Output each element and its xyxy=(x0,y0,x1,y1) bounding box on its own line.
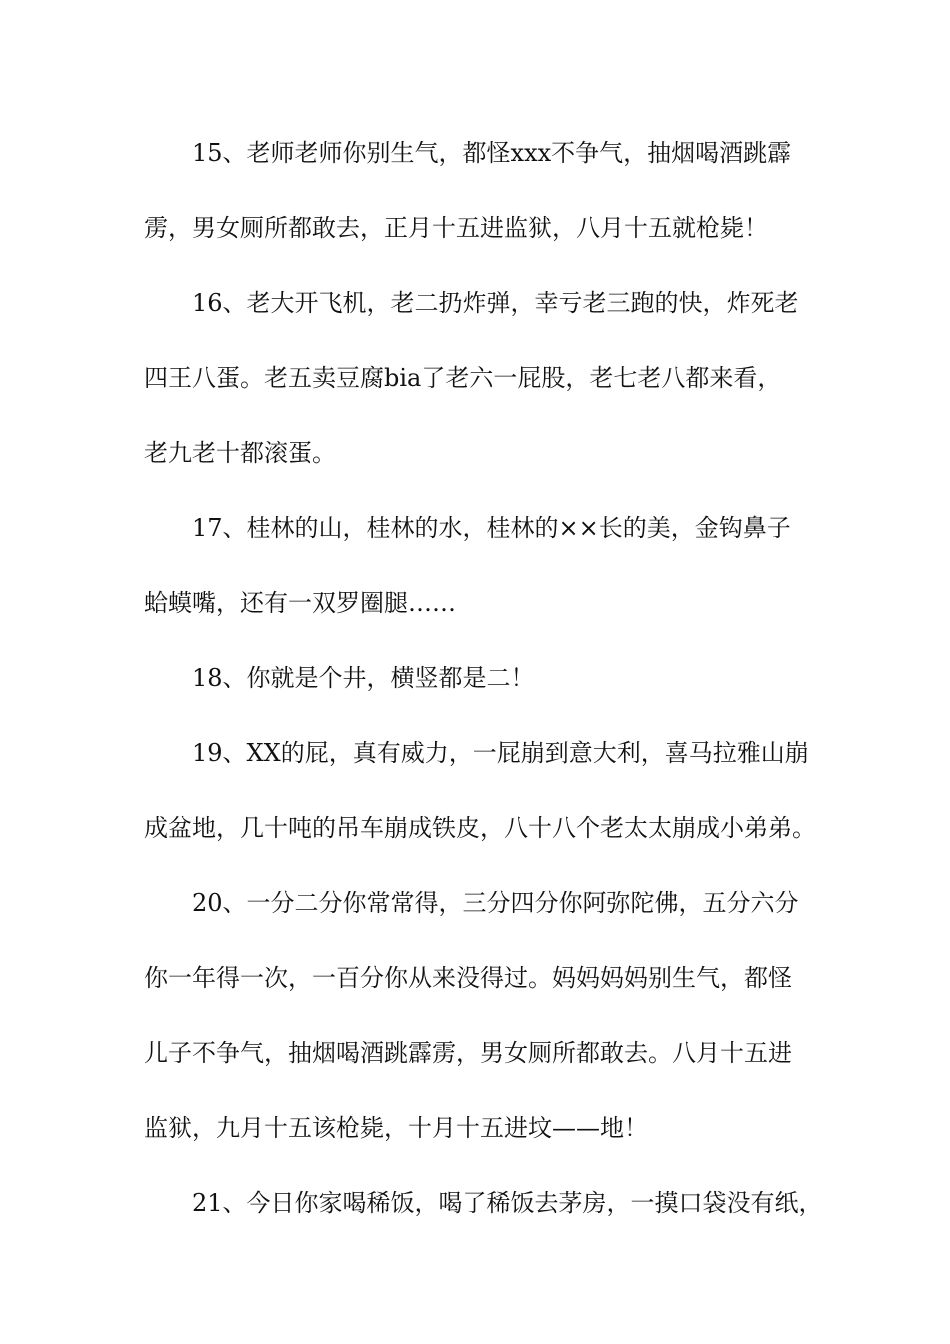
paragraph-16-line-3: 老九老十都滚蛋。 xyxy=(144,439,336,467)
paragraph-21-line-1: 21、今日你家喝稀饭，喝了稀饭去茅房，一摸口袋没有纸， xyxy=(192,1189,823,1217)
paragraph-17-line-2: 蛤蟆嘴，还有一双罗圈腿…… xyxy=(144,589,456,617)
paragraph-19-line-2: 成盆地，几十吨的吊车崩成铁皮，八十八个老太太崩成小弟弟。 xyxy=(144,814,816,842)
paragraph-16-line-2: 四王八蛋。老五卖豆腐bia了老六一屁股，老七老八都来看， xyxy=(144,364,782,392)
paragraph-17-line-1: 17、桂林的山，桂林的水，桂林的××长的美，金钩鼻子 xyxy=(192,514,791,542)
paragraph-20-line-4: 监狱，九月十五该枪毙，十月十五进坟——地！ xyxy=(144,1114,648,1142)
paragraph-16-line-1: 16、老大开飞机，老二扔炸弹，幸亏老三跑的快，炸死老 xyxy=(192,289,799,317)
paragraph-18-line-1: 18、你就是个井，横竖都是二！ xyxy=(192,664,535,692)
paragraph-15-line-1: 15、老师老师你别生气，都怪xxx不争气，抽烟喝酒跳霹 xyxy=(192,139,792,167)
paragraph-19-line-1: 19、XX的屁，真有威力，一屁崩到意大利，喜马拉雅山崩 xyxy=(192,739,809,767)
paragraph-20-line-2: 你一年得一次，一百分你从来没得过。妈妈妈妈别生气，都怪 xyxy=(144,964,792,992)
paragraph-20-line-3: 儿子不争气，抽烟喝酒跳霹雳，男女厕所都敢去。八月十五进 xyxy=(144,1039,792,1067)
paragraph-15-line-2: 雳，男女厕所都敢去，正月十五进监狱，八月十五就枪毙！ xyxy=(144,214,768,242)
paragraph-20-line-1: 20、一分二分你常常得，三分四分你阿弥陀佛，五分六分 xyxy=(192,889,799,917)
